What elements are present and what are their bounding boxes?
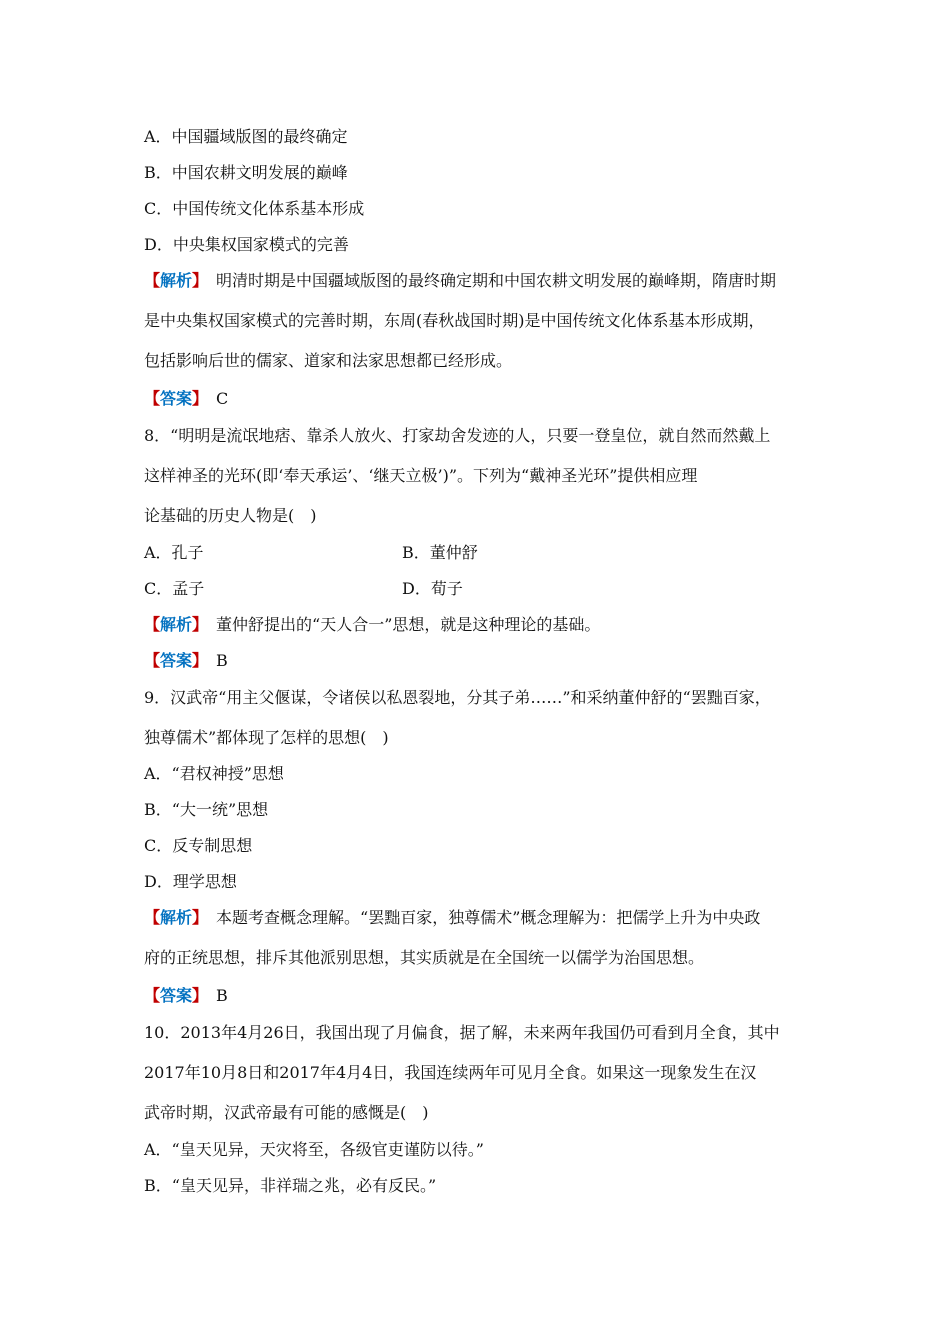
q9-analysis-line-1: 【解析】 本题考查概念理解。“罢黜百家，独尊儒术”概念理解为：把儒学上升为中央政	[144, 908, 761, 927]
q8-options-row-1	[144, 543, 824, 563]
q7-option-c: C．中国传统文化体系基本形成	[144, 199, 365, 218]
q8-stem-line-1: 8．“明明是流氓地痞、靠杀人放火、打家劫舍发迹的人，只要一登皇位，就自然而然戴上	[144, 426, 771, 445]
q9-option-c: C．反专制思想	[144, 836, 253, 855]
q7-analysis-line-2: 是中央集权国家模式的完善时期，东周(春秋战国时期)是中国传统文化体系基本形成期，	[144, 311, 765, 330]
q10-option-b: B．“皇天见异，非祥瑞之兆，必有反民。”	[144, 1176, 437, 1195]
q9-option-b: B．“大一统”思想	[144, 800, 269, 819]
q8-stem-line-2: 这样神圣的光环(即‘奉天承运’、‘继天立极’)”。下列为“戴神圣光环”提供相应理	[144, 466, 698, 485]
q8-answer: 【答案】 B	[144, 651, 228, 670]
analysis-tag: 【解析】	[144, 271, 209, 290]
answer-tag: 【答案】	[144, 651, 209, 670]
q9-option-d: D．理学思想	[144, 872, 237, 891]
q8-option-d: D．荀子	[402, 579, 463, 598]
q8-options-row-2	[144, 579, 824, 599]
answer-tag: 【答案】	[144, 986, 209, 1005]
q10-stem-line-3: 武帝时期，汉武帝最有可能的感慨是( )	[144, 1103, 429, 1122]
q8-analysis: 【解析】 董仲舒提出的“天人合一”思想，就是这种理论的基础。	[144, 615, 601, 634]
q10-stem-line-1: 10．2013年4月26日，我国出现了月偏食，据了解，未来两年我国仍可看到月全食，其中	[144, 1023, 780, 1042]
q8-stem-line-3: 论基础的历史人物是( )	[144, 506, 317, 525]
analysis-tag: 【解析】	[144, 908, 209, 927]
q8-option-a: A．孔子	[144, 543, 204, 562]
q8-option-b: B．董仲舒	[402, 543, 478, 562]
q9-analysis-line-2: 府的正统思想，排斥其他派别思想，其实质就是在全国统一以儒学为治国思想。	[144, 948, 705, 967]
q7-option-d: D．中央集权国家模式的完善	[144, 235, 349, 254]
q7-option-b: B．中国农耕文明发展的巅峰	[144, 163, 348, 182]
q10-option-a: A．“皇天见异，天灾将至，各级官吏谨防以待。”	[144, 1140, 484, 1159]
q7-answer: 【答案】 C	[144, 389, 229, 408]
answer-tag: 【答案】	[144, 389, 209, 408]
analysis-tag: 【解析】	[144, 615, 209, 634]
q9-stem-line-2: 独尊儒术”都体现了怎样的思想( )	[144, 728, 389, 747]
q7-option-a: A．中国疆域版图的最终确定	[144, 127, 348, 146]
q8-option-c: C．孟子	[144, 579, 205, 598]
q10-stem-line-2: 2017年10月8日和2017年4月4日，我国连续两年可见月全食。如果这一现象发生在汉	[144, 1063, 757, 1082]
q7-analysis-line-3: 包括影响后世的儒家、道家和法家思想都已经形成。	[144, 351, 513, 370]
q7-analysis-line-1: 【解析】 明清时期是中国疆域版图的最终确定期和中国农耕文明发展的巅峰期，隋唐时期	[144, 271, 777, 290]
q9-stem-line-1: 9．汉武帝“用主父偃谋，令诸侯以私恩裂地，分其子弟……”和采纳董仲舒的“罢黜百家，	[144, 688, 771, 707]
q9-answer: 【答案】 B	[144, 986, 228, 1005]
q9-option-a: A．“君权神授”思想	[144, 764, 284, 783]
